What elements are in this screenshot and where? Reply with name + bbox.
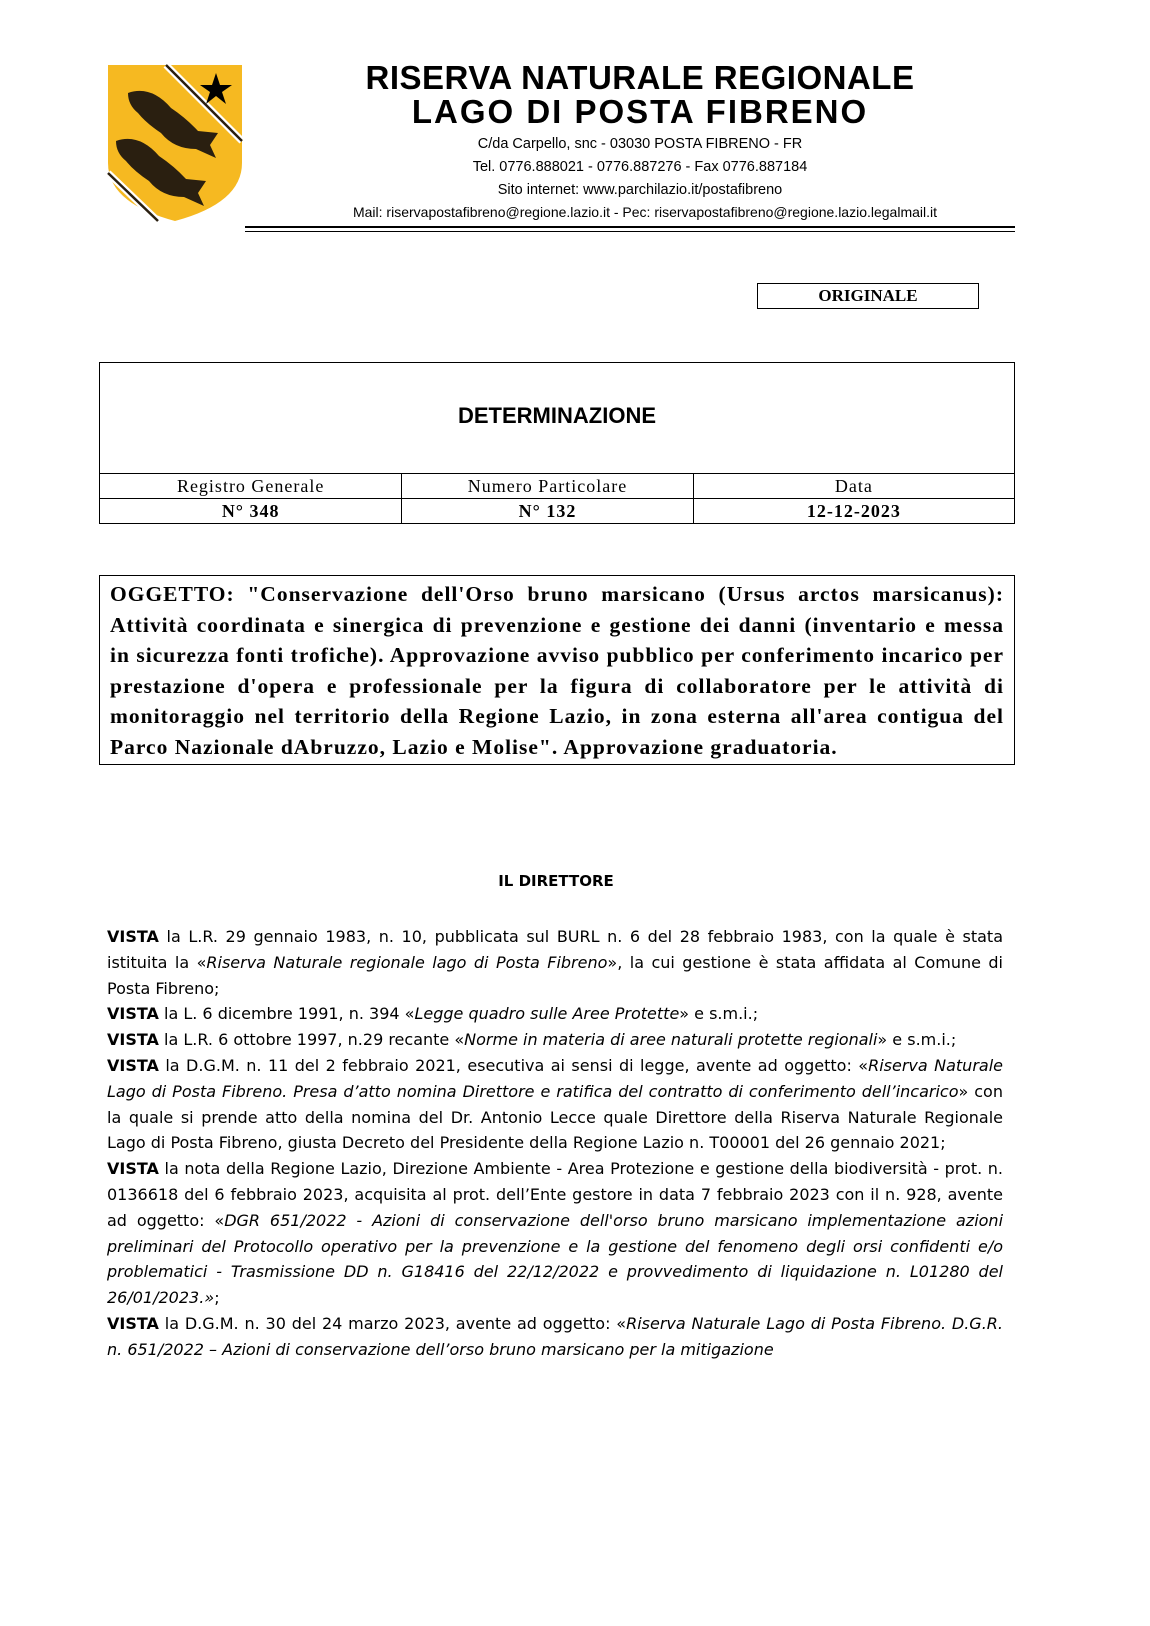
paragraph-text: la L.R. 6 ottobre 1997, n.29 recante « [158,1030,465,1050]
originale-stamp: ORIGINALE [757,283,979,309]
paragraph-text: » e s.m.i.; [877,1030,957,1050]
column-numero-particolare: Numero Particolare [402,474,693,498]
paragraph-citation: Riserva Naturale regionale lago di Posta Fibreno [206,952,608,972]
email-pec: Mail: riservapostafibreno@regione.lazio.it - Pec: riservapostafibreno@regione.lazio.legalmail.it [352,204,938,220]
paragraph-lead: VISTA [107,1030,159,1050]
document-body [107,924,1003,1363]
determinazione-table [99,362,1015,524]
paragraph-text: la D.G.M. n. 11 del 2 febbraio 2021, esecutiva ai sensi di legge, avente ad oggetto: « [158,1055,869,1075]
paragraph-lead: VISTA [107,1159,159,1179]
paragraph [107,1027,1003,1053]
paragraph-citation: Riserva Naturale Lago di Posta Fibreno. D.G.R. n. 651/2022 – Azioni di conservazione dell’orso bruno marsicano per la mitigazione [107,1313,1003,1359]
paragraph-text: » con la quale si prende atto della nomina del Dr. Antonio Lecce quale Direttore della Riserva Naturale Regionale Lago di Posta Fibreno, giusta Decreto del Presidente della Regione Lazio n. T00001 del 26 gennaio 2021; [107,1081,1003,1153]
paragraph-citation: Legge quadro sulle Aree Protette [414,1004,680,1024]
table-value-row [100,498,1014,523]
table-header-row [100,473,1014,498]
coat-of-arms-logo-icon [106,63,244,223]
paragraph-text: ; [214,1288,220,1308]
paragraph-text: », la cui gestione è stata affidata al Comune di Posta Fibreno; [107,952,1004,998]
paragraph-lead: VISTA [107,1313,159,1333]
institution-subtitle: LAGO DI POSTA FIBRENO [411,93,869,130]
numero-particolare-value: N° 132 [402,499,693,523]
website: Sito internet: www.parchilazio.it/postafibreno [497,182,783,198]
date-value: 12-12-2023 [806,501,901,521]
paragraph [107,1311,1003,1363]
paragraph [107,1053,1003,1156]
paragraph-text: la L. 6 dicembre 1991, n. 394 « [158,1004,415,1024]
paragraph [107,924,1003,1001]
paragraph-citation: DGR 651/2022 - Azioni di conservazione dell'orso bruno marsicano implementazione azioni preliminari del Protocollo operativo per la prevenzione e la gestione del fenomeno degli orsi confidenti e/o problematici - Trasmissione DD n. G18416 del 22/12/2022 e provvedimento di liquidazione n. L01280 del 26/01/2023.» [107,1210,1004,1308]
column-registro-generale: Registro Generale [100,474,402,498]
document-type-title: DETERMINAZIONE [458,403,656,428]
column-data: Data [834,476,873,496]
paragraph-text: » e s.m.i.; [679,1004,759,1024]
header-divider [245,226,1015,228]
paragraph-lead: VISTA [107,927,159,946]
section-heading: IL DIRETTORE [498,872,614,890]
paragraph-lead: VISTA [107,1055,159,1075]
address: C/da Carpello, snc - 03030 POSTA FIBRENO - FR [477,136,803,152]
phone-fax: Tel. 0776.888021 - 0776.887276 - Fax 0776.887184 [472,159,808,175]
paragraph-text: la D.G.M. n. 30 del 24 marzo 2023, avente ad oggetto: « [158,1313,627,1333]
paragraph-text: la nota della Regione Lazio, Direzione Ambiente - Area Protezione e gestione della biodiversità - prot. n. 0136618 del 6 febbraio 2023, acquisita al prot. dell’Ente gestore in data 7 febbraio 2023 con il n. 928, avente ad oggetto: « [107,1159,1003,1230]
paragraph-citation: Riserva Naturale Lago di Posta Fibreno. Presa d’atto nomina Direttore e ratifica del contratto di conferimento dell’incarico [107,1055,1003,1101]
paragraph [107,1156,1003,1311]
registro-generale-value: N° 348 [100,499,402,523]
paragraph [107,1001,1003,1027]
paragraph-lead: VISTA [107,1004,159,1024]
header-divider-thin [245,231,1015,232]
paragraph-citation: Norme in materia di aree naturali protette regionali [464,1030,878,1050]
institution-title: RISERVA NATURALE REGIONALE [365,59,915,96]
subject-box: OGGETTO: "Conservazione dell'Orso bruno marsicano (Ursus arctos marsicanus): Attività coordinata e sinergica di prevenzione e gestione dei danni (inventario e messa in sicurezza fonti trofiche). Approvazione avviso pubblico per conferimento incarico per prestazione d'opera e professionale per la figura di collaboratore per le attività di monitoraggio nel territorio della Regione Lazio, in zona esterna all'area contigua del Parco Nazionale dAbruzzo, Lazio e Molise". Approvazione graduatoria. [99,575,1015,765]
paragraph-text: la L.R. 29 gennaio 1983, n. 10, pubblicata sul BURL n. 6 del 28 febbraio 1983, con la quale è stata istituita la « [107,927,1003,972]
